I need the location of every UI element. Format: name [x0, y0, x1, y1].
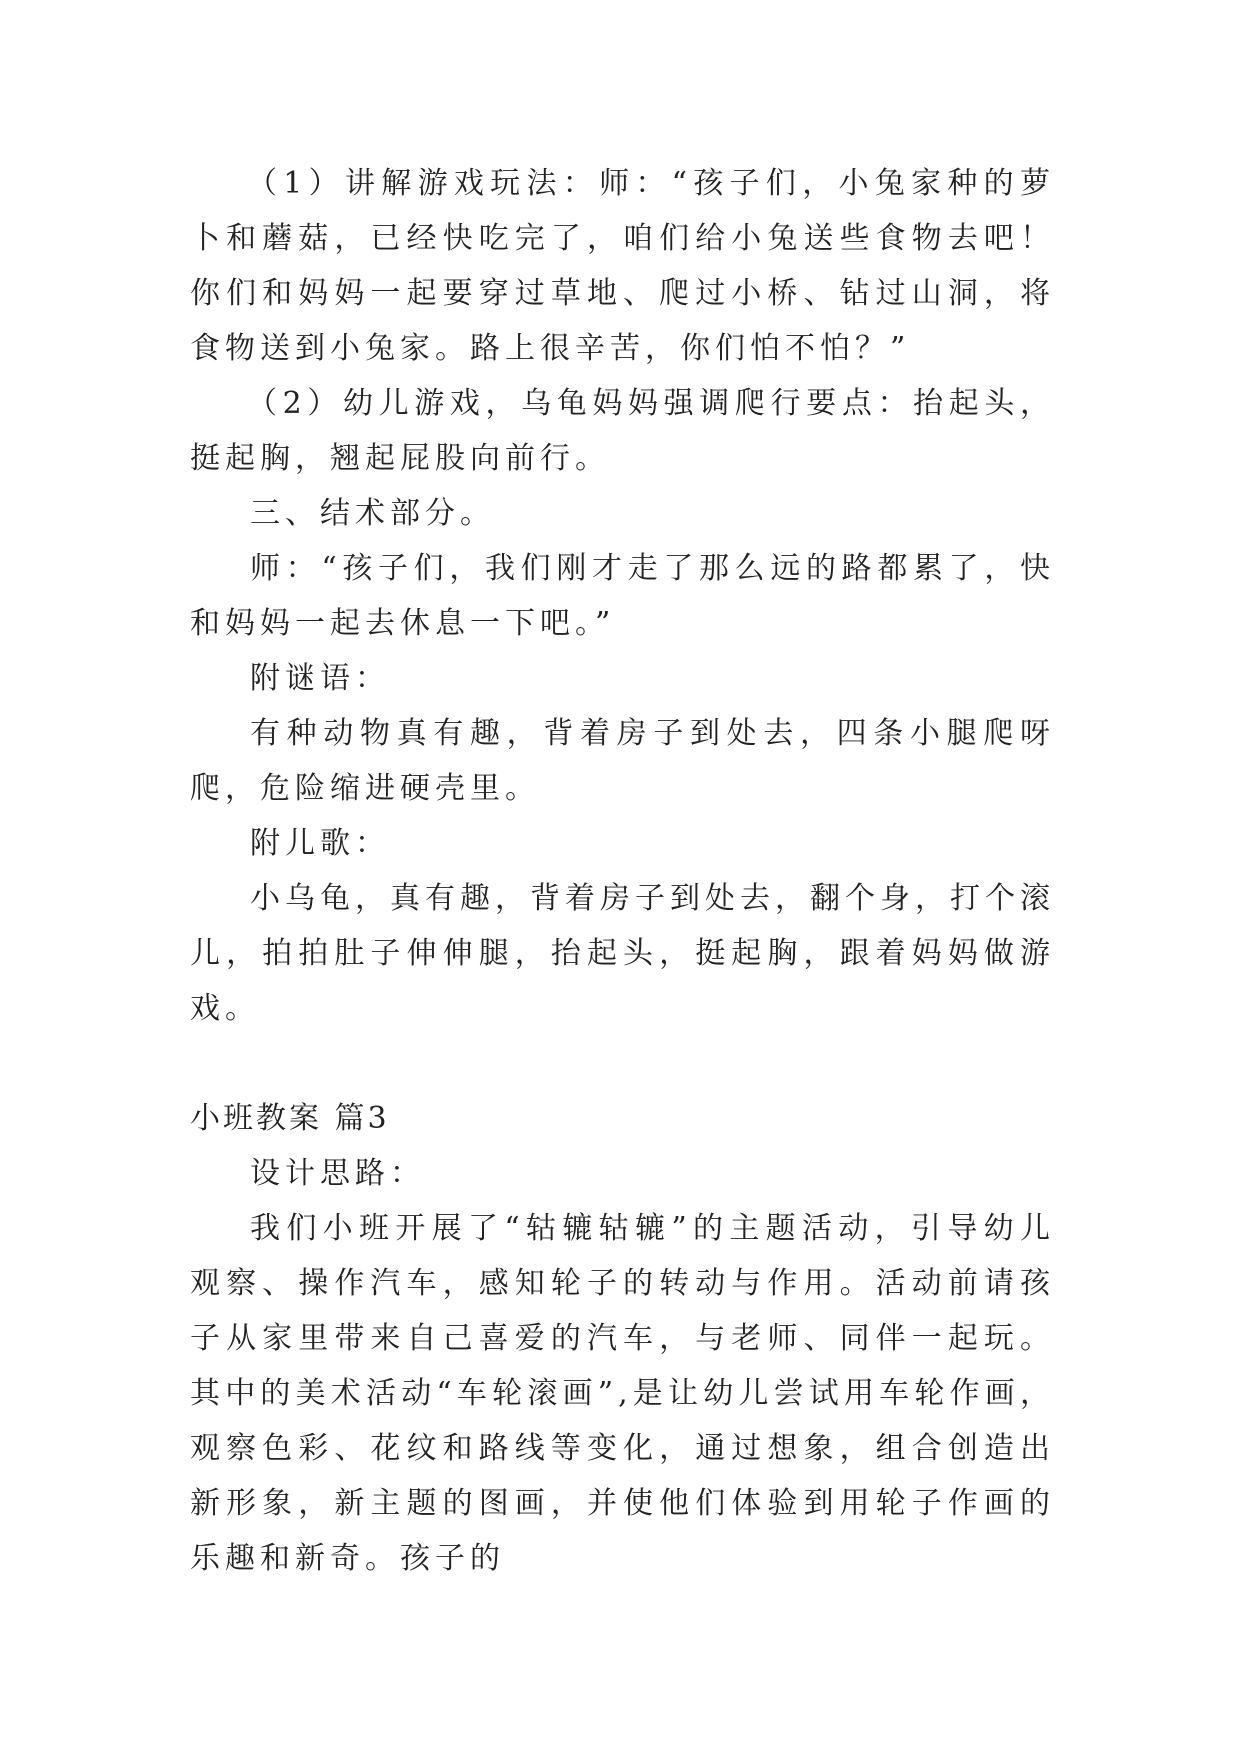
document-body — [190, 156, 1055, 1586]
paragraph-ending-section: 三、结术部分。 — [250, 496, 495, 531]
paragraph-design-text: 我们小班开展了“轱辘轱辘”的主题活动，引导幼儿观察、操作汽车，感知轮子的转动与作用。活动前请孩子从家里带来自己喜爱的汽车，与老师、同伴一起玩。其中的美术活动“车轮滚画”,是让幼儿尝试用车轮作画，观察色彩、花纹和路线等变化，通过想象，组合创造出新形象，新主题的图画，并使他们体验到用轮子作画的乐趣和新奇。孩子的 — [190, 1211, 1055, 1576]
paragraph-riddle-text: 有种动物真有趣，背着房子到处去，四条小腿爬呀爬，危险缩进硬壳里。 — [190, 716, 1055, 806]
paragraph-teacher-closing: 师：“孩子们，我们刚才走了那么远的路都累了，快和妈妈一起去休息一下吧。” — [190, 551, 1055, 641]
paragraph-song-text: 小乌龟，真有趣，背着房子到处去，翻个身，打个滚儿，拍拍肚子伸伸腿，抬起头，挺起胸，跟着妈妈做游戏。 — [190, 881, 1055, 1026]
paragraph-child-game: （2）幼儿游戏，乌龟妈妈强调爬行要点：抬起头，挺起胸，翘起屁股向前行。 — [190, 386, 1055, 476]
paragraph-song-label: 附儿歌： — [250, 826, 390, 861]
paragraph-design-label: 设计思路： — [250, 1156, 425, 1191]
paragraph-game-rules: （1）讲解游戏玩法：师：“孩子们，小兔家种的萝卜和蘑菇，已经快吃完了，咱们给小兔送些食物去吧！你们和妈妈一起要穿过草地、爬过小桥、钻过山洞，将食物送到小兔家。路上很辛苦，你们怕不怕？” — [190, 166, 1055, 366]
paragraph-riddle-label: 附谜语： — [250, 661, 390, 696]
section-title: 小班教案 篇3 — [190, 1101, 390, 1136]
